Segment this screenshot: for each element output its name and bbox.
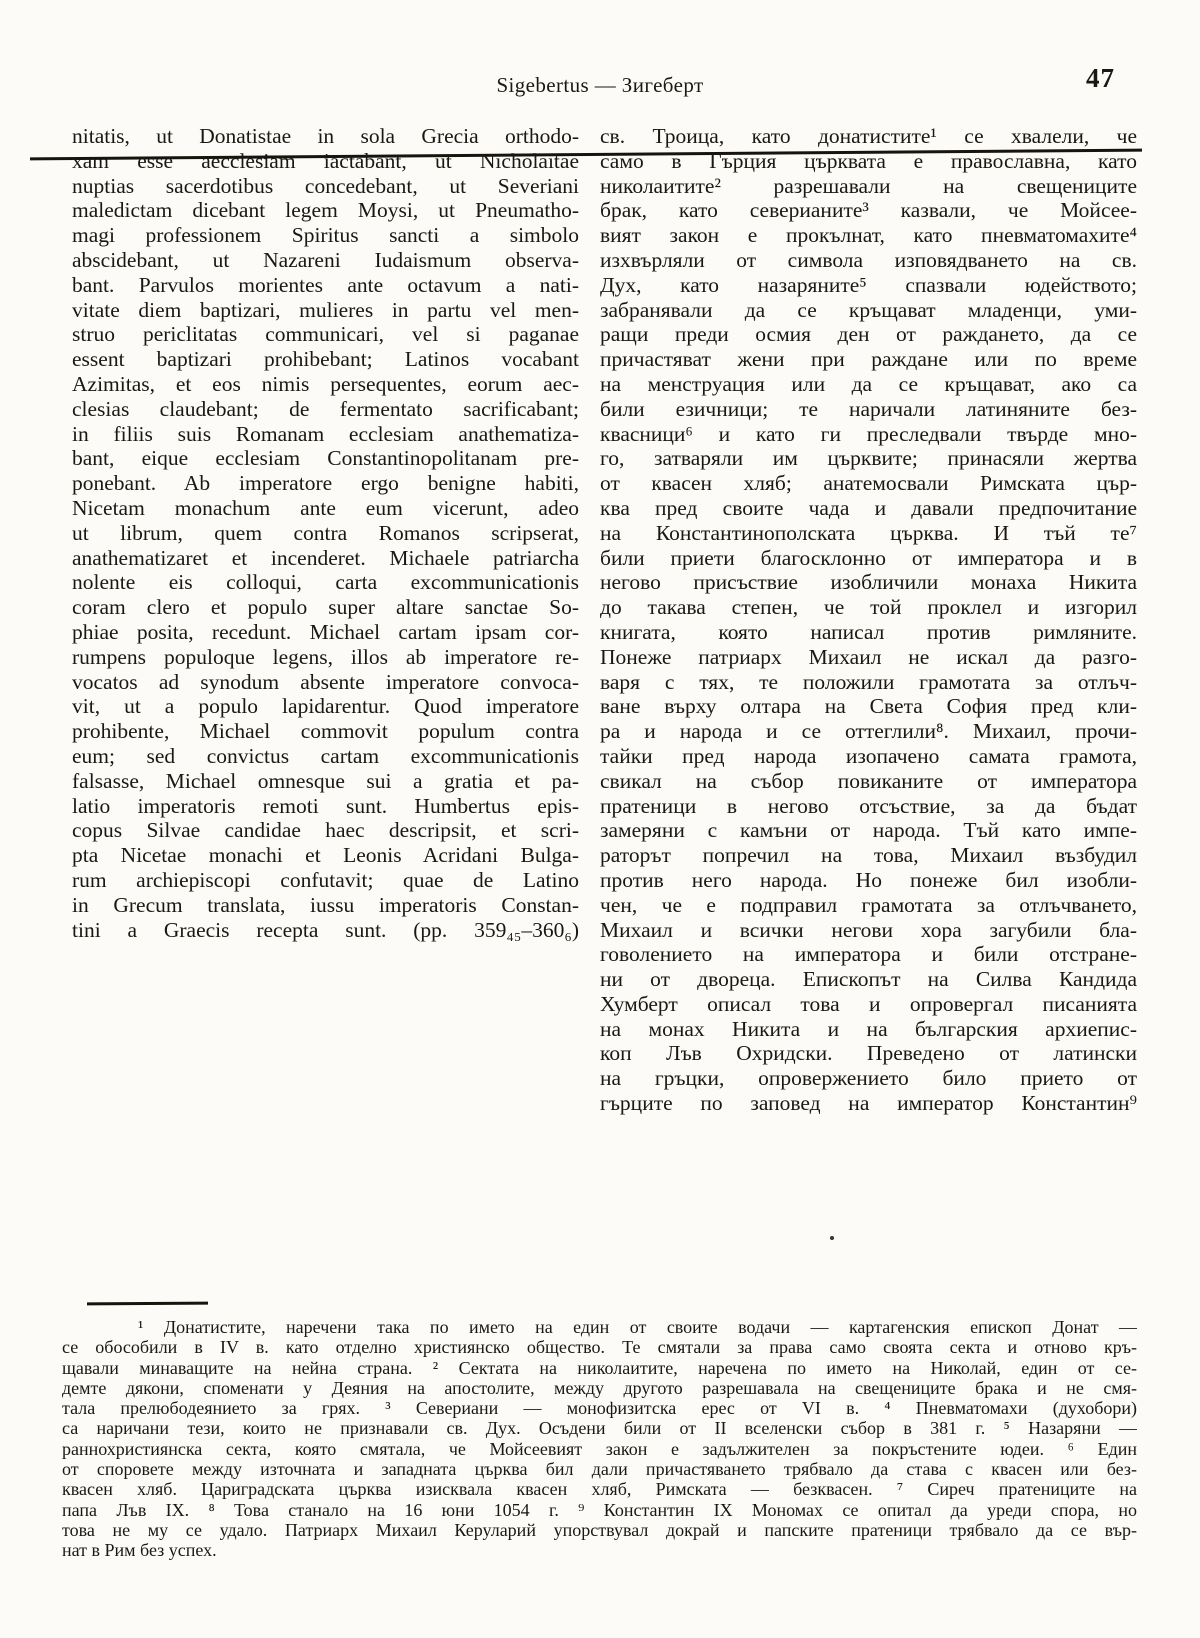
footnote-line: папа Лъв IX. ⁸ Това станало на 16 юни 1054 г. ⁹ Константин IX Мономах се опитал да уреди спора, но — [62, 1499, 1137, 1520]
footnote-line: щавали минаващите на нейна страна. ² Сектата на николаитите, наречена по името на Николай, един от се- — [62, 1357, 1137, 1378]
bulgarian-text-line: ращи преди осмия ден от раждането, да се — [600, 322, 1137, 347]
bulgarian-text-line: до такава степен, че той проклел и изгорил — [600, 595, 1137, 620]
footnote-line: са наричани тези, които не признавали св. Дух. Осъдени били от II вселенски събор в 381 г. ⁵ Назаряни — — [62, 1418, 1137, 1439]
latin-text-line: coram clero et populo super altare sanctae So- — [72, 595, 579, 620]
bulgarian-text-line: коп Лъв Охридски. Преведено от латински — [600, 1041, 1137, 1066]
bulgarian-text-line: на гръцки, опровержението било прието от — [600, 1066, 1137, 1091]
latin-text-line: magi professionem Spiritus sancti a simbolo — [72, 223, 579, 248]
latin-text-line: ponebant. Ab imperatore ergo benigne habiti, — [72, 471, 579, 496]
bulgarian-text-line: ни от двореца. Епископът на Силва Кандида — [600, 967, 1137, 992]
bulgarian-text-line: на монах Никита и на българския архиепис- — [600, 1016, 1137, 1041]
footnote-separator-rule — [87, 1302, 208, 1306]
latin-text-line: vit, ut a populo lapidarentur. Quod imperatore — [72, 694, 579, 719]
footnotes-section — [62, 1317, 1137, 1561]
latin-text-line: ut librum, quem contra Romanos scripserat, — [72, 520, 579, 545]
bulgarian-text-line: Дух, като назаряните⁵ спазвали юдейството; — [600, 272, 1137, 297]
footnote-line: нат в Рим без успех. — [62, 1540, 217, 1561]
bulgarian-text-line: ра и народа и се оттеглили⁸. Михаил, прочи- — [600, 719, 1137, 744]
bulgarian-text-line: на менструация или да се кръщават, ако са — [600, 371, 1137, 396]
latin-text-line: nuptias sacerdotibus concedebant, ut Severiani — [72, 173, 579, 198]
bulgarian-text-line: квасници⁶ и като ги преследвали твърде мно- — [600, 421, 1137, 446]
latin-text-line: bant, eique ecclesiam Constantinopolitanam pre- — [72, 446, 579, 471]
bulgarian-text-line: говолението на императора и били отстране- — [600, 942, 1137, 967]
right-column-bulgarian-text — [600, 124, 1137, 1116]
latin-text-line: falsasse, Michael omnesque sui a gratia et pa- — [72, 768, 579, 793]
bulgarian-text-line: го, затваряли им църквите; принасяли жертва — [600, 446, 1137, 471]
bulgarian-text-line: от квасен хляб; анатемосвали Римската цър- — [600, 471, 1137, 496]
latin-text-line: in filiis suis Romanam ecclesiam anathematiza- — [72, 421, 579, 446]
bulgarian-text-line: николаитите² разрешавали на свещениците — [600, 173, 1137, 198]
latin-text-line: latio imperatoris remoti sunt. Humbertus epis- — [72, 793, 579, 818]
bulgarian-text-line: против него народа. Но понеже бил изобли- — [600, 867, 1137, 892]
latin-text-line: nolente eis colloqui, carta excommunicationis — [72, 570, 579, 595]
page-number: 47 — [1086, 63, 1115, 93]
footnote-line: раннохристиянска секта, която смятала, че Мойсеевият закон е задължителен за покръстените юдеи. ⁶ Един — [62, 1438, 1137, 1459]
footnote-line: тала прелюбодеянието за грях. ³ Севериани — монофизитска ерес от VI в. ⁴ Пневматомахи (духобори) — [62, 1398, 1137, 1419]
latin-text-line: in Grecum translata, iussu imperatoris Constan- — [72, 892, 579, 917]
footnote-line: това не му се удало. Патриарх Михаил Керуларий упорствувал докрай и папските пратеници трябвало да се вър- — [62, 1519, 1137, 1540]
latin-text-line: maledictam dicebant legem Moysi, ut Pneumatho- — [72, 198, 579, 223]
latin-text-line: prohibente, Michael commovit populum contra — [72, 719, 579, 744]
bulgarian-text-line: на Константинополската църква. И тъй те⁷ — [600, 520, 1137, 545]
footnote-line: демте дякони, споменати у Деяния на апостолите, между другото разрешавала на свещениците брака и не смя- — [62, 1377, 1137, 1398]
latin-text-line: pta Nicetae monachi et Leonis Acridani Bulga- — [72, 843, 579, 868]
bulgarian-text-line: ване върху олтара на Света София пред кли- — [600, 694, 1137, 719]
bulgarian-text-line: били приети благосклонно от императора и в — [600, 545, 1137, 570]
bulgarian-text-line: книгата, която написал против римляните. — [600, 619, 1137, 644]
latin-text-line: abscidebant, ut Nazareni Iudaismum observa- — [72, 247, 579, 272]
latin-text-line: vocatos ad synodum absente imperatore convoca- — [72, 669, 579, 694]
left-column-latin-text — [72, 124, 579, 942]
bulgarian-text-line: причастяват жени при раждане или по време — [600, 347, 1137, 372]
latin-text-line: xam esse aecclesiam iactabant, ut Nicholaitae — [72, 148, 579, 173]
latin-text-line: anathematizaret et incenderet. Michaele patriarcha — [72, 545, 579, 570]
latin-text-line: Nicetam monachum ante eum vicerunt, adeo — [72, 495, 579, 520]
bulgarian-text-line: изхвърляли от символа изповядването на св. — [600, 247, 1137, 272]
bulgarian-text-line: забранявали да се кръщават младенци, уми- — [600, 297, 1137, 322]
bulgarian-text-line: гърците по заповед на император Константин⁹ — [600, 1091, 1137, 1116]
latin-text-line: tini a Graecis recepta sunt. (pp. 359₄₅–360₆) — [72, 917, 579, 942]
latin-text-line: Azimitas, et eos nimis persequentes, eorum aec- — [72, 371, 579, 396]
latin-text-line: clesias claudebant; de fermentato sacrificabant; — [72, 396, 579, 421]
bulgarian-text-line: били езичници; те наричали латиняните без- — [600, 396, 1137, 421]
bulgarian-text-line: замеряни с камъни от народа. Тъй като импе- — [600, 818, 1137, 843]
bulgarian-text-line: тайки пред народа изопачено самата грамота, — [600, 743, 1137, 768]
latin-text-line: nitatis, ut Donatistae in sola Grecia orthodo- — [72, 124, 579, 148]
footnote-line: от споровете между източната и западната църква бил дали причастяването трябвало да става с квасен или без- — [62, 1459, 1137, 1480]
latin-text-line: essent baptizari prohibebant; Latinos vocabant — [72, 347, 579, 372]
latin-text-line: rumpens populoque legens, illos ab imperatore re- — [72, 644, 579, 669]
bulgarian-text-line: само в Гърция църквата е православна, като — [600, 148, 1137, 173]
bulgarian-text-line: пратеници в негово отсъствие, за да бъдат — [600, 793, 1137, 818]
bulgarian-text-line: свикал на събор повиканите от императора — [600, 768, 1137, 793]
bulgarian-text-line: вият закон е прокълнат, като пневматомахите⁴ — [600, 223, 1137, 248]
latin-text-line: bant. Parvulos morientes ante octavum a nati- — [72, 272, 579, 297]
bulgarian-text-line: Михаил и всички негови хора загубили бла- — [600, 917, 1137, 942]
scan-speck — [830, 1236, 834, 1240]
latin-text-line: vitate diem baptizari, mulieres in partu vel men- — [72, 297, 579, 322]
bulgarian-text-line: чен, че е подправил грамотата за отлъчването, — [600, 892, 1137, 917]
bulgarian-text-line: брак, като северианите³ казвали, че Мойсее- — [600, 198, 1137, 223]
bulgarian-text-line: негово присъствие изобличили монаха Никита — [600, 570, 1137, 595]
footnote-line: ¹ Донатистите, наречени така по името на един от своите водачи — картагенския епископ Донат — — [138, 1317, 1137, 1337]
bulgarian-text-line: раторът попречил на това, Михаил възбудил — [600, 843, 1137, 868]
running-header-title: Sigebertus — Зигеберт — [496, 73, 704, 97]
latin-text-line: struo periclitatas communicari, vel si paganae — [72, 322, 579, 347]
latin-text-line: copus Silvae candidae haec descripsit, et scri- — [72, 818, 579, 843]
latin-text-line: eum; sed convictus cartam excommunicationis — [72, 743, 579, 768]
latin-text-line: phiae posita, recedunt. Michael cartam ipsam cor- — [72, 619, 579, 644]
bulgarian-text-line: Понеже патриарх Михаил не искал да разго- — [600, 644, 1137, 669]
bulgarian-text-line: Хумберт описал това и опровергал писанията — [600, 991, 1137, 1016]
bulgarian-text-line: ква пред своите чада и давали предпочитание — [600, 495, 1137, 520]
bulgarian-text-line: св. Троица, като донатистите¹ се хвалели, че — [600, 124, 1137, 148]
footnote-line: квасен хляб. Цариградската църква изисквала квасен хляб, Римската — безквасен. ⁷ Сиреч пратениците на — [62, 1479, 1137, 1500]
bulgarian-text-line: варя с тях, те положили грамотата за отлъч- — [600, 669, 1137, 694]
footnote-line: се обособили в IV в. като отделно християнско общество. Те смятали за права само своята секта и отново кръ- — [62, 1337, 1137, 1358]
latin-text-line: rum archiepiscopi confutavit; quae de Latino — [72, 867, 579, 892]
